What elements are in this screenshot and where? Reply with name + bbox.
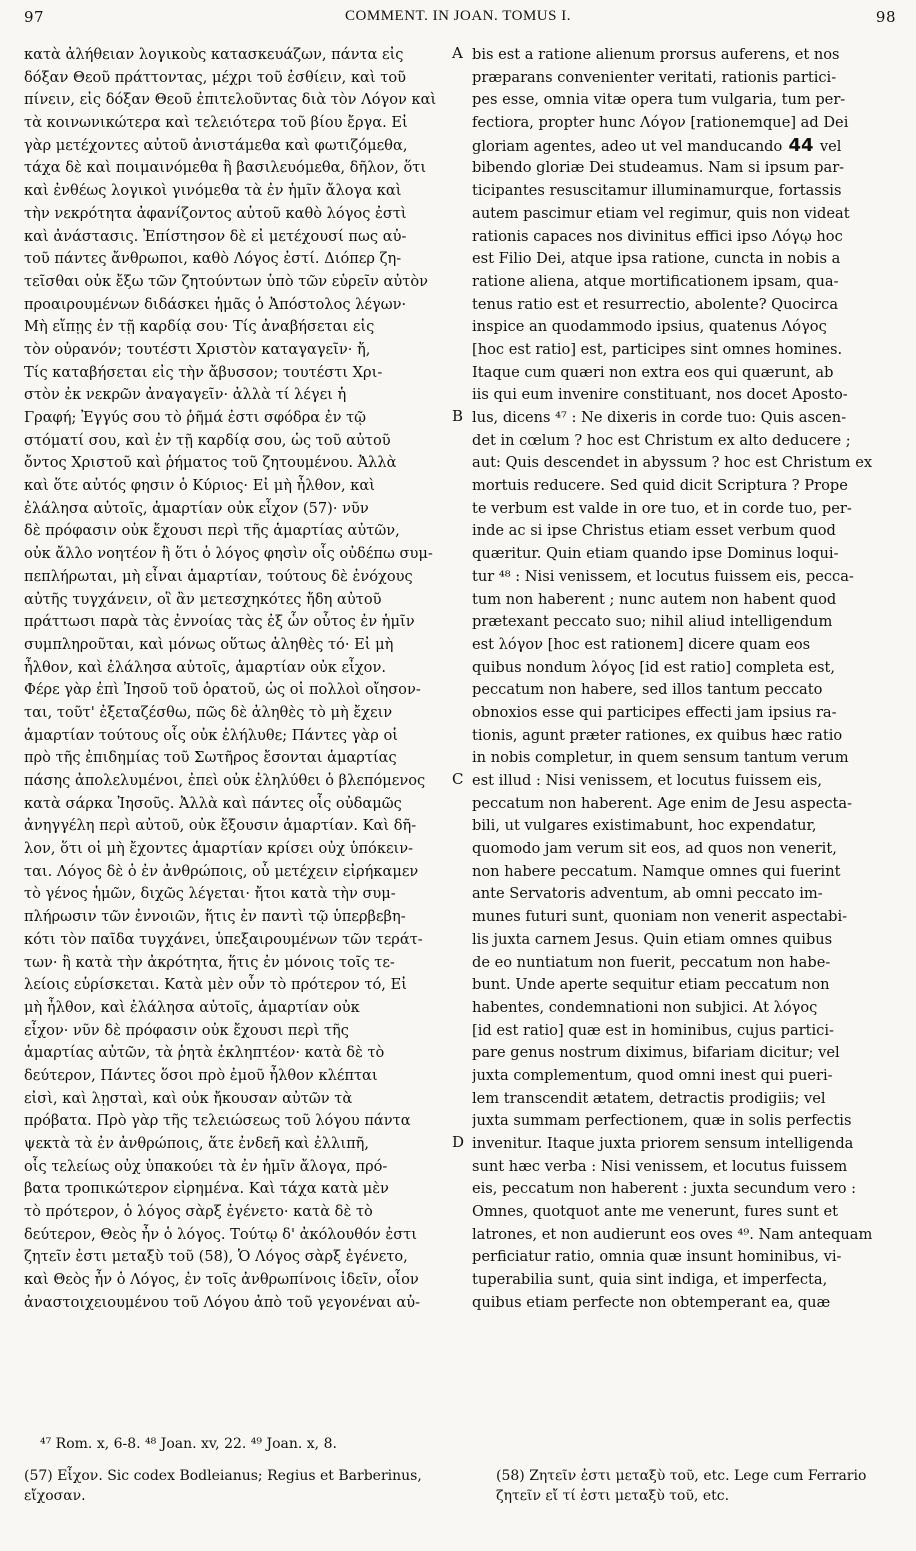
greek-text-line: καὶ ἐνθέως λογικοὶ γινόμεθα τὰ ἐν ἡμῖν ἄλογα καὶ [24, 182, 402, 200]
latin-text-line: fectiora, propter hunc Λόγον [rationemque] ad Dei [472, 114, 849, 132]
latin-text-line: pare genus nostrum diximus, bifariam dicitur; vel [472, 1044, 840, 1062]
margin-letter-d: D [452, 1133, 465, 1151]
latin-text-line: [id est ratio] quæ est in hominibus, cujus partici- [472, 1021, 834, 1039]
greek-text-line: τοῦ πάντες ἄνθρωποι, καθὸ Λόγος ἐστί. Διόπερ ζη- [24, 250, 402, 268]
greek-text-line: πλήρωσιν τῶν ἐννοιῶν, ἥτις ἐν παντὶ τῷ ὑπερβεβη- [24, 908, 406, 926]
latin-text-line: non habere peccatum. Namque omnes qui fuerint [472, 862, 841, 880]
latin-text-line: tur ⁴⁸ : Nisi venissem, et locutus fuissem eis, pecca- [472, 567, 854, 585]
greek-text-line: πρὸ τῆς ἐπιδημίας τοῦ Σωτῆρος ἔσονται ἁμαρτίας [24, 749, 397, 767]
greek-text-line: τὸν οὐρανόν; τουτέστι Χριστὸν καταγαγεῖν· ἤ, [24, 340, 371, 358]
greek-text-line: δεύτερον, Πάντες ὅσοι πρὸ ἐμοῦ ἦλθον κλέπται [24, 1066, 378, 1084]
footnote-57: (57) Εἶχον. Sic codex Bodleianus; Regius et Barberinus, εἴχοσαν. [24, 1468, 422, 1504]
greek-text-line: δεύτερον, Θεὸς ἦν ὁ λόγος. Τούτῳ δ' ἀκόλουθόν ἐστι [24, 1225, 417, 1243]
greek-column [24, 44, 448, 1315]
latin-text-line: tum non haberent ; nunc autem non habent quod [472, 590, 837, 608]
greek-text-line: καὶ ὅτε αὐτός φησιν ὁ Κύριος· Εἰ μὴ ἦλθον, καὶ [24, 477, 375, 495]
greek-text-line: εἰσὶ, καὶ λῃσταὶ, καὶ οὐκ ἤκουσαν αὐτῶν τὰ [24, 1089, 353, 1107]
running-title: COMMENT. IN JOAN. TOMUS I. [345, 8, 571, 24]
latin-text-line: obnoxios esse qui participes effecti jam ipsius ra- [472, 703, 837, 721]
greek-text-line: τὰ κοινωνικώτερα καὶ τελειότερα τοῦ βίου ἔργα. Εἰ [24, 114, 408, 132]
latin-text-line: eis, peccatum non haberent : juxta secundum vero : [472, 1180, 857, 1198]
latin-text-line: Itaque cum quæri non extra eos qui quærunt, ab [472, 363, 834, 381]
page-number-right: 98 [875, 8, 896, 26]
latin-text-line: lis juxta carnem Jesus. Quin etiam omnes quibus [472, 930, 833, 948]
latin-text-line: [hoc est ratio] est, participes sint omnes homines. [472, 340, 843, 358]
latin-text-line: tuperabilia sunt, quia sint indiga, et imperfecta, [472, 1271, 828, 1289]
greek-text-line: πίνειν, εἰς δόξαν Θεοῦ ἐπιτελοῦντας διὰ τὸν Λόγον καὶ [24, 91, 437, 109]
latin-text-line: quomodo jam verum sit eos, ad quos non venerit, [472, 840, 837, 858]
latin-text-line: peccatum non haberent. Age enim de Jesu aspecta- [472, 794, 853, 812]
greek-text-line: προαιρουμένων διδάσκει ἡμᾶς ὁ Ἀπόστολος λέγων· [24, 295, 407, 313]
latin-text-line: inde ac si ipse Christus etiam esset verbum quod [472, 522, 836, 540]
page-header [0, 0, 916, 36]
greek-text-line: τὸ πρότερον, ὁ λόγος σὰρξ ἐγένετο· κατὰ δὲ τὸ [24, 1203, 373, 1221]
latin-text-line: quibus etiam perfecte non obtemperant ea, quæ [472, 1293, 831, 1311]
margin-letter-b: B [452, 407, 464, 425]
greek-text-line: δὲ πρόφασιν οὐκ ἔχουσι περὶ τῆς ἁμαρτίας αὐτῶν, [24, 522, 400, 540]
greek-text-line: καὶ Θεὸς ἦν ὁ Λόγος, ἐν τοῖς ἀνθρωπίνοις ἰδεῖν, οἷον [24, 1271, 419, 1289]
greek-text-line: στόματί σου, καὶ ἐν τῇ καρδίᾳ σου, ὡς τοῦ αὐτοῦ [24, 431, 391, 449]
greek-text-line: τάχα δὲ καὶ ποιμαινόμεθα ἢ βασιλευόμεθα, δῆλον, ὅτι [24, 159, 427, 177]
latin-text-line: est λόγον [hoc est rationem] dicere quam eos [472, 635, 811, 653]
latin-text-line: in nobis completur, in quem sensum tantum verum [472, 749, 849, 767]
latin-text-line: tenus ratio est et resurrectio, abolente? Quocirca [472, 295, 839, 313]
latin-text-line: pes esse, omnia vitæ opera tum vulgaria, tum per- [472, 91, 846, 109]
margin-letter-a: A [452, 44, 463, 62]
scripture-references: ⁴⁷ Rom. x, 6-8. ⁴⁸ Joan. xv, 22. ⁴⁹ Joan. x, 8. [40, 1436, 337, 1452]
greek-text-line: οἷς τελείως οὐχ ὑπακούει τὰ ἐν ἡμῖν ἄλογα, πρό- [24, 1157, 388, 1175]
latin-text-line: gloriam agentes, adeo ut vel manducando 44 vel [472, 134, 842, 156]
greek-text-line: κατὰ ἀλήθειαν λογικοὺς κατασκευάζων, πάντα εἰς [24, 46, 404, 63]
greek-text-line: συμπληροῦται, καὶ μόνως οὕτως ἀληθὲς τό· Εἰ μὴ [24, 635, 394, 653]
greek-text-line: εἶχον· νῦν δὲ πρόφασιν οὐκ ἔχουσι περὶ τῆς [24, 1021, 349, 1039]
greek-text-line: στὸν ἐκ νεκρῶν ἀναγαγεῖν· ἀλλὰ τί λέγει ἡ [24, 386, 347, 404]
latin-text-line: juxta complementum, quod omni inest qui pueri- [472, 1066, 833, 1084]
column-number: 44 [782, 134, 820, 156]
latin-text-line: lem transcendit ætatem, detractis prodigiis; vel [472, 1089, 826, 1107]
latin-word-vel: vel [819, 137, 842, 155]
greek-text-line: αὐτῆς τυγχάνειν, οἳ ἂν μετεσχηκότες ἤδη αὐτοῦ [24, 590, 382, 608]
latin-text-line: Omnes, quotquot ante me venerunt, fures sunt et [472, 1203, 839, 1221]
greek-text-line: των· ἢ κατὰ τὴν ἀκρότητα, ἥτις ἐν μόνοις τοῖς τε- [24, 953, 395, 971]
footnote-58: (58) Ζητεῖν ἐστι μεταξὺ τοῦ, etc. Lege cum Ferrario ζητεῖν εἴ τί ἐστι μεταξὺ τοῦ, etc. [496, 1468, 867, 1504]
latin-text-line: præparans convenienter veritati, rationis partici- [472, 68, 837, 86]
latin-text-line: ante Servatoris adventum, ab omni peccato im- [472, 885, 823, 903]
greek-text-line: Τίς καταβήσεται εἰς τὴν ἄβυσσον; τουτέστι Χρι- [24, 363, 383, 381]
latin-text-line: inspice an quodammodo ipsius, quatenus Λόγος [472, 318, 827, 336]
latin-text-line: autem pascimur etiam vel regimur, quis non videat [472, 204, 850, 222]
latin-column [472, 44, 898, 1315]
latin-text-line: invenitur. Itaque juxta priorem sensum intelligenda [472, 1135, 854, 1152]
latin-text-line: te verbum est valde in ore tuo, et in corde tuo, per- [472, 499, 852, 517]
greek-text-line: κότι τὸν παῖδα τυγχάνει, ὑπεξαιρουμένων τῶν τεράτ- [24, 930, 423, 948]
greek-text-line: γὰρ μετέχοντες αὐτοῦ ἀνιστάμεθα καὶ φωτιζόμεθα, [24, 136, 408, 154]
greek-text-line: πεπλήρωται, μὴ εἶναι ἁμαρτίαν, τούτους δὲ ἐνόχους [24, 567, 413, 585]
latin-text-line: ratione aliena, atque mortificationem ipsam, qua- [472, 272, 839, 290]
latin-text-line: bunt. Unde aperte sequitur etiam peccatum non [472, 976, 830, 994]
greek-text-line: Γραφή; Ἐγγύς σου τὸ ῥῆμά ἐστι σφόδρα ἐν τῷ [24, 409, 367, 426]
latin-text-line: est illud : Nisi venissem, et locutus fuissem eis, [472, 772, 823, 789]
greek-text-line: ἐλάλησα αὐτοῖς, ἁμαρτίαν οὐκ εἶχον (57)· νῦν [24, 499, 369, 517]
greek-text-line: πάσης ἀπολελυμένοι, ἐπεὶ οὐκ ἐληλύθει ὁ βλεπόμενος [24, 772, 426, 789]
latin-text-line: juxta summam perfectionem, quæ in solis perfectis [472, 1112, 852, 1130]
greek-text-line: λείοις εὑρίσκεται. Κατὰ μὲν οὖν τὸ πρότερον τό, Εἰ [24, 976, 407, 994]
latin-text-line: quibus nondum λόγος [id est ratio] completa est, [472, 658, 836, 676]
greek-text-line: πρόβατα. Πρὸ γὰρ τῆς τελειώσεως τοῦ λόγου πάντα [24, 1112, 411, 1130]
greek-text-line: λον, ὅτι οἱ μὴ ἔχοντες ἁμαρτίαν κρίσει οὐχ ὑπόκειν- [24, 840, 414, 858]
latin-text-line: bis est a ratione alienum prorsus auferens, et nos [472, 46, 840, 63]
latin-text-line: est Filio Dei, atque ipsa ratione, cuncta in nobis a [472, 250, 841, 268]
greek-text-line: μὴ ἦλθον, καὶ ἐλάλησα αὐτοῖς, ἁμαρτίαν οὐκ [24, 998, 360, 1016]
latin-text-line: prætexant peccato suo; nihil aliud intelligendum [472, 613, 833, 631]
latin-text-line: peccatum non habere, sed illos tantum peccato [472, 681, 823, 699]
margin-letter-c: C [452, 770, 464, 788]
page-number-left: 97 [24, 8, 45, 26]
latin-text-line: munes futuri sunt, quoniam non venerit aspectabi- [472, 908, 848, 926]
latin-text-line: bili, ut vulgares existimabunt, hoc expendatur, [472, 817, 817, 835]
latin-text-line: latrones, et non audierunt eos oves ⁴⁹. Nam antequam [472, 1225, 873, 1243]
greek-text-line: τὸ γένος ἡμῶν, διχῶς λέγεται· ἤτοι κατὰ τὴν συμ- [24, 885, 396, 903]
greek-text-line: ἁμαρτίαν τούτους οἷς οὐκ ἐλήλυθε; Πάντες γὰρ οἱ [24, 726, 399, 744]
latin-text-line: quæritur. Quin etiam quando ipse Dominus loqui- [472, 545, 839, 563]
greek-text-line: βατα τροπικώτερον εἰρημένα. Καὶ τάχα κατὰ μὲν [24, 1180, 389, 1198]
latin-text-line: ticipantes resuscitamur illuminamurque, fortassis [472, 182, 842, 200]
latin-text-line: rationis capaces nos divinitus effici ipso Λόγῳ hoc [472, 227, 843, 245]
greek-text-line: κατὰ σάρκα Ἰησοῦς. Ἀλλὰ καὶ πάντες οἷς οὐδαμῶς [24, 794, 402, 812]
latin-text-line: habentes, condemnationi non subjici. At λόγος [472, 998, 818, 1016]
greek-text-line: πράττωσι παρὰ τὰς ἐννοίας τὰς ἐξ ὧν οὗτος ἐν ἡμῖν [24, 613, 415, 631]
latin-text-line: mortuis reducere. Sed quid dicit Scriptura ? Prope [472, 477, 848, 495]
greek-text-line: Μὴ εἴπῃς ἐν τῇ καρδίᾳ σου· Τίς ἀναβήσεται εἰς [24, 318, 375, 336]
greek-text-line: ὄντος Χριστοῦ καὶ ῥήματος τοῦ ζητουμένου. Ἀλλὰ [24, 454, 397, 472]
greek-text-line: ται. Λόγος δὲ ὁ ἐν ἀνθρώποις, οὗ μετέχειν εἰρήκαμεν [24, 862, 419, 880]
greek-text-line: οὐκ ἄλλο νοητέον ἢ ὅτι ὁ λόγος φησὶν οἷς οὐδέπω συμ- [24, 545, 433, 563]
greek-text-line: τεῖσθαι οὐκ ἔξω τῶν ζητούντων ὑπὸ τῶν εὑρεῖν αὐτὸν [24, 272, 429, 290]
greek-text-line: ἦλθον, καὶ ἐλάλησα αὐτοῖς, ἁμαρτίαν οὐκ εἶχον. [24, 658, 386, 676]
latin-text-line: de eo nuntiatum non fuerit, peccatum non habe- [472, 953, 831, 971]
greek-text-line: ἀναστοιχειουμένου τοῦ Λόγου ἀπὸ τοῦ γεγονέναι αὐ- [24, 1293, 421, 1311]
latin-text-line: aut: Quis descendet in abyssum ? hoc est Christum ex [472, 454, 873, 472]
greek-text-line: ἁμαρτίας αὐτῶν, τὰ ῥητὰ ἐκληπτέον· κατὰ δὲ τὸ [24, 1044, 385, 1062]
greek-text-line: τὴν νεκρότητα ἀφανίζοντος αὐτοῦ καθὸ λόγος ἐστὶ [24, 204, 407, 222]
greek-text-line: ἀνηγγέλη περὶ αὐτοῦ, οὐκ ἔξουσιν ἁμαρτίαν. Καὶ δῆ- [24, 817, 417, 835]
latin-text-line: det in cœlum ? hoc est Christum ex alto deducere ; [472, 431, 851, 449]
greek-text-line: Φέρε γὰρ ἐπὶ Ἰησοῦ τοῦ ὁρατοῦ, ὡς οἱ πολλοὶ οἴησον- [24, 681, 421, 699]
latin-text-line: iis qui eum invenire constituant, nos docet Aposto- [472, 386, 848, 404]
latin-text-line: perficiatur ratio, omnia quæ insunt hominibus, vi- [472, 1248, 842, 1266]
greek-text-line: ται, τοῦτ' ἐξεταζέσθω, πῶς δὲ ἀληθὲς τὸ μὴ ἔχειν [24, 703, 393, 721]
latin-text-line: tionis, agunt præter rationes, ex quibus hæc ratio [472, 726, 843, 744]
greek-text-line: καὶ ἀνάστασις. Ἐπίστησον δὲ εἰ μετέχουσί πως αὐ- [24, 227, 407, 245]
latin-text-line: bibendo gloriæ Dei studeamus. Nam si ipsum par- [472, 159, 845, 177]
latin-text-line: lus, dicens ⁴⁷ : Ne dixeris in corde tuo: Quis ascen- [472, 409, 847, 426]
latin-text-line: sunt hæc verba : Nisi venissem, et locutus fuissem [472, 1157, 848, 1175]
greek-text-line: ψεκτὰ τὰ ἐν ἀνθρώποις, ἅτε ἐνδεῆ καὶ ἐλλιπῆ, [24, 1135, 370, 1152]
greek-text-line: δόξαν Θεοῦ πράττοντας, μέχρι τοῦ ἐσθίειν, καὶ τοῦ [24, 68, 407, 86]
greek-text-line: ζητεῖν ἐστι μεταξὺ τοῦ (58), Ὁ Λόγος σὰρξ ἐγένετο, [24, 1248, 408, 1266]
